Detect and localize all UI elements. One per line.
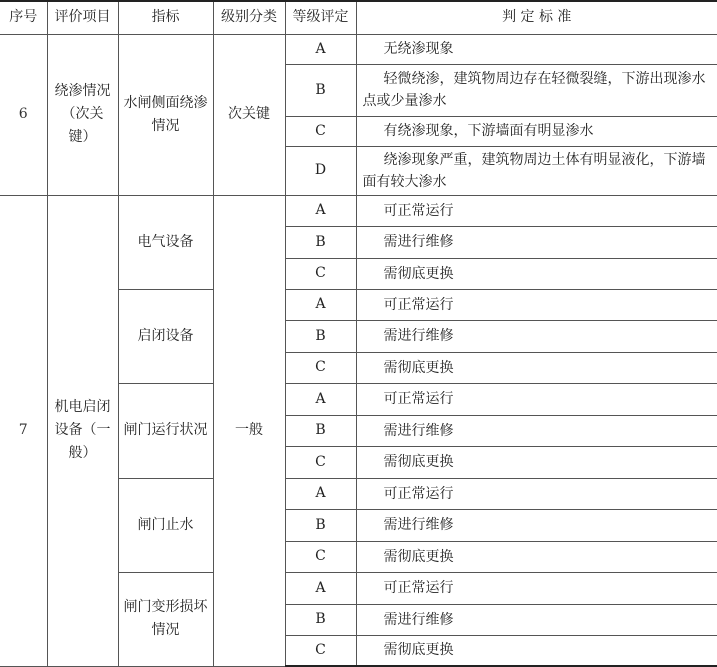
grade-cell: C (285, 352, 356, 383)
grade-cell: C (285, 541, 356, 572)
criteria-cell: 可正常运行 (356, 572, 717, 604)
criteria-cell: 需彻底更换 (356, 541, 717, 572)
header-row (0, 1, 717, 34)
criteria-cell: 需进行维修 (356, 226, 717, 258)
indicator-cell: 闸门止水 (118, 478, 213, 572)
grade-cell: B (285, 226, 356, 258)
criteria-cell: 可正常运行 (356, 289, 717, 320)
criteria-cell: 需彻底更换 (356, 446, 717, 478)
grade-cell: B (285, 604, 356, 635)
table-row (0, 195, 717, 226)
criteria-cell: 需进行维修 (356, 509, 717, 541)
grade-cell: C (285, 446, 356, 478)
indicator-cell: 闸门运行状况 (118, 383, 213, 478)
criteria-cell: 可正常运行 (356, 195, 717, 226)
criteria-cell: 需彻底更换 (356, 258, 717, 289)
criteria-cell: 有绕渗现象，下游墙面有明显渗水 (356, 116, 717, 146)
grade-cell: C (285, 258, 356, 289)
criteria-cell: 轻微绕渗，建筑物周边存在轻微裂缝，下游出现渗水点或少量渗水 (356, 64, 717, 116)
indicator-cell: 闸门变形损坏情况 (118, 572, 213, 666)
grade-cell: A (285, 572, 356, 604)
criteria-cell: 需进行维修 (356, 604, 717, 635)
indicator-cell: 启闭设备 (118, 289, 213, 383)
grade-cell: A (285, 195, 356, 226)
header-criteria: 判 定 标 准 (356, 1, 717, 34)
table-row (0, 34, 717, 64)
grade-cell: B (285, 64, 356, 116)
criteria-cell: 可正常运行 (356, 478, 717, 509)
grade-cell: A (285, 289, 356, 320)
level-cell: 一般 (213, 195, 285, 666)
grade-cell: A (285, 478, 356, 509)
criteria-cell: 需彻底更换 (356, 635, 717, 666)
criteria-cell: 需彻底更换 (356, 352, 717, 383)
indicator-cell: 水闸侧面绕渗情况 (118, 34, 213, 195)
criteria-cell: 需进行维修 (356, 415, 717, 446)
grade-cell: A (285, 383, 356, 415)
criteria-cell: 可正常运行 (356, 383, 717, 415)
header-level-class: 级别分类 (213, 1, 285, 34)
project-cell: 机电启闭设备（一般） (47, 195, 118, 666)
grade-cell: C (285, 116, 356, 146)
header-indicator: 指标 (118, 1, 213, 34)
grade-cell: D (285, 146, 356, 195)
grade-cell: A (285, 34, 356, 64)
criteria-cell: 无绕渗现象 (356, 34, 717, 64)
criteria-cell: 需进行维修 (356, 320, 717, 352)
seq-cell: 7 (0, 195, 47, 666)
grade-cell: B (285, 320, 356, 352)
criteria-cell: 绕渗现象严重，建筑物周边土体有明显液化，下游墙面有较大渗水 (356, 146, 717, 195)
header-grade: 等级评定 (285, 1, 356, 34)
indicator-cell: 电气设备 (118, 195, 213, 289)
header-seq: 序号 (0, 1, 47, 34)
level-cell: 次关键 (213, 34, 285, 195)
seq-cell: 6 (0, 34, 47, 195)
grade-cell: C (285, 635, 356, 666)
grade-cell: B (285, 509, 356, 541)
header-project: 评价项目 (47, 1, 118, 34)
grade-cell: B (285, 415, 356, 446)
project-cell: 绕渗情况（次关键） (47, 34, 118, 195)
